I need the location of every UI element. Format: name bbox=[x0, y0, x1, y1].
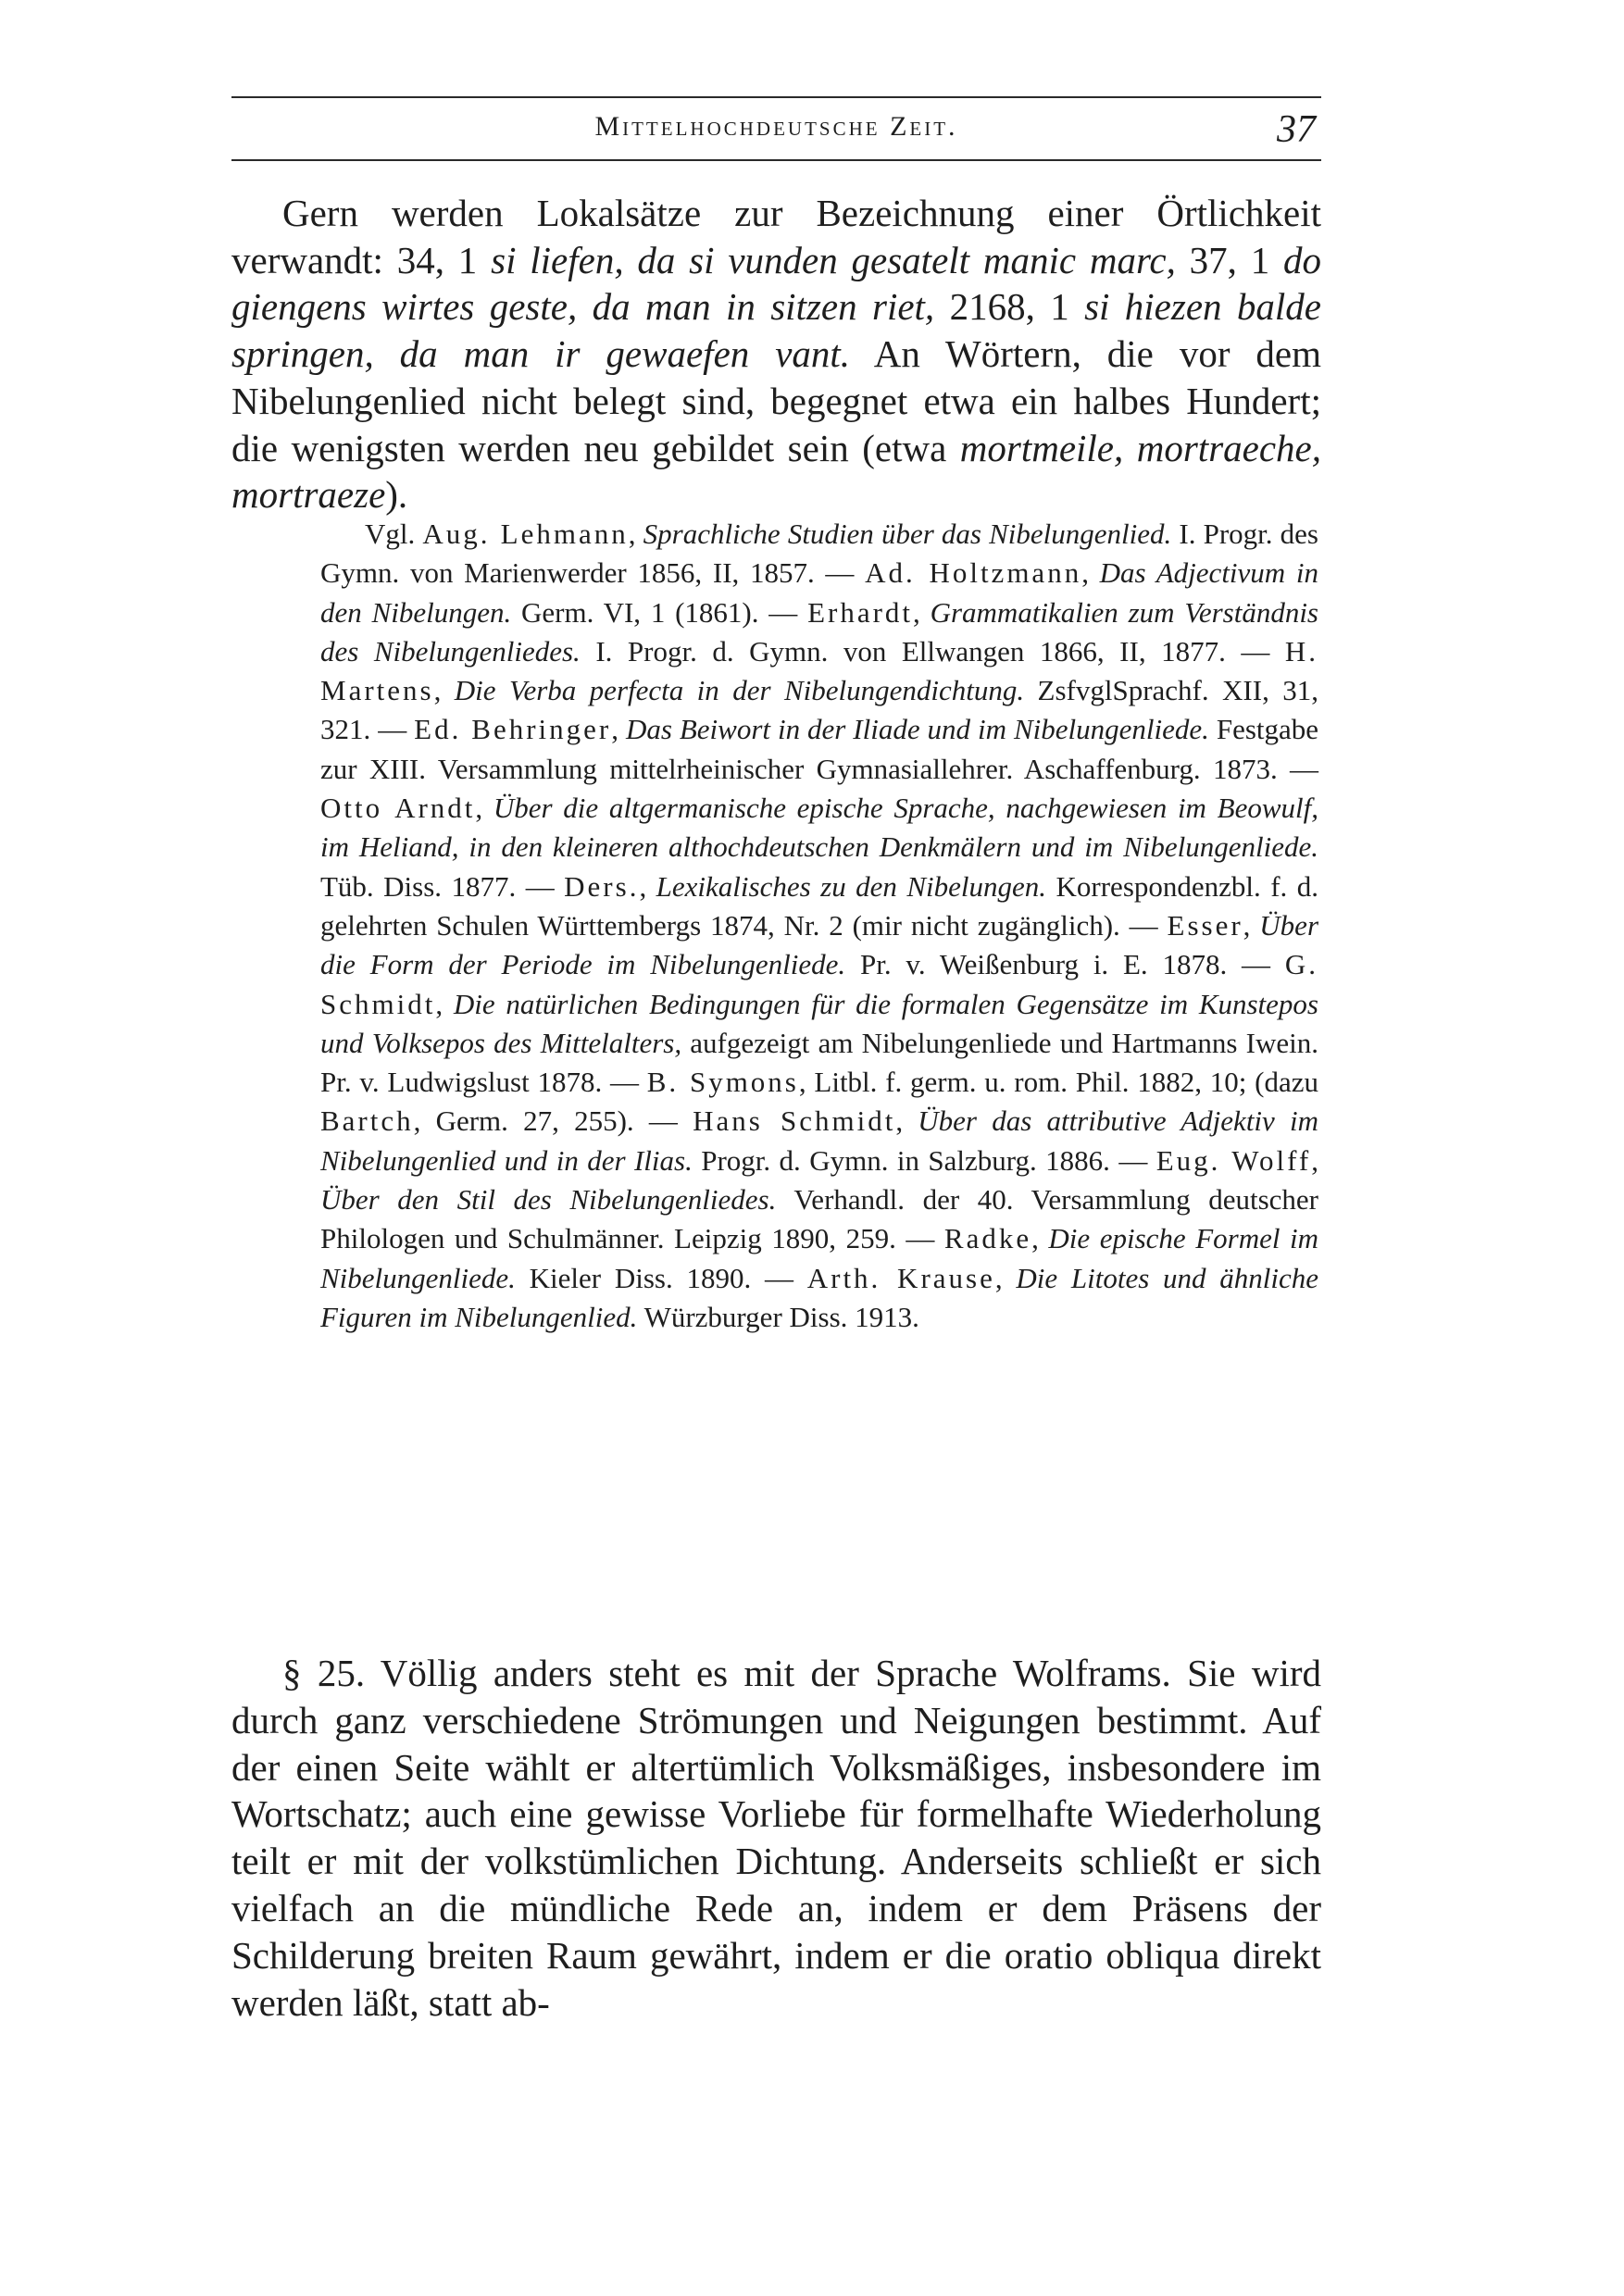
page-number: 37 bbox=[1277, 108, 1316, 151]
quote-italic: si hiezen balde springen, da man ir gewaefen vant. bbox=[231, 285, 1321, 376]
text-run: , bbox=[475, 792, 493, 825]
text-run: , bbox=[994, 1261, 1017, 1294]
text-run: , Germ. 27, 255). — bbox=[413, 1104, 693, 1138]
text-run: Progr. d. Gymn. in Salzburg. 1886. — bbox=[692, 1143, 1156, 1177]
text-run: , bbox=[611, 713, 626, 746]
text-run: Korrespondenzbl. f. d. gelehrten Schulen Württembergs 1874, Nr. 2 (mir nicht zugänglich). — bbox=[320, 869, 1319, 942]
author-name: Aug. Lehmann bbox=[422, 518, 629, 550]
text-run: I. Progr. des Gymn. von Marienwerder 1856, II, 1857. — bbox=[320, 518, 1318, 590]
text-run: Verhandl. der 40. Versammlung deutscher Philologen und Schulmänner. Leipzig 1890, 259. — bbox=[320, 1183, 1318, 1255]
paragraph-lokalsaetze bbox=[231, 190, 1321, 518]
work-title: Die natürlichen Bedingungen für die formalen Gegensätze im Kunstepos und Volksepos des Mittelalters, bbox=[320, 987, 1318, 1059]
header-rule-bottom bbox=[231, 159, 1321, 161]
author-name: G. Schmidt bbox=[320, 948, 1318, 1020]
author-name: Arth. Krause bbox=[806, 1261, 995, 1294]
author-name: Hans Schmidt bbox=[693, 1104, 896, 1138]
text-run: Kieler Diss. 1890. — bbox=[515, 1261, 807, 1294]
author-name: Radke bbox=[943, 1222, 1032, 1255]
text-run: 2168, 1 bbox=[934, 285, 1085, 329]
text-run: , Litbl. f. germ. u. rom. Phil. 1882, 10; (dazu bbox=[798, 1066, 1318, 1099]
running-title: Mittelhochdeutsche Zeit. bbox=[594, 111, 958, 142]
work-title: Über den Stil des Nibelungenliedes. bbox=[320, 1183, 777, 1217]
quote-italic: si liefen, da si vunden gesatelt manic marc, bbox=[491, 238, 1176, 281]
text-run: , bbox=[1031, 1222, 1049, 1255]
author-name: Bartch bbox=[320, 1104, 414, 1138]
header-rule-top bbox=[231, 96, 1321, 98]
text-run: I. Progr. d. Gymn. von Ellwangen 1866, II, 1877. — bbox=[580, 634, 1285, 668]
text-run: 37, 1 bbox=[1175, 238, 1283, 281]
text-run: An Wörtern, die vor dem Nibelungenlied nicht belegt sind, begegnet etwa ein halbes Hundert; die wenigsten werden neu gebildet sein (etwa bbox=[231, 332, 1321, 469]
bibliography-notes bbox=[320, 515, 1318, 1337]
text-run: Pr. v. Weißenburg i. E. 1878. — bbox=[845, 948, 1285, 981]
author-name: Eug. Wolff bbox=[1156, 1143, 1312, 1177]
text-run: Tüb. Diss. 1877. — bbox=[320, 869, 565, 903]
text-run: Würzburger Diss. 1913. bbox=[637, 1300, 919, 1333]
text-run: Germ. VI, 1 (1861). — bbox=[511, 595, 808, 629]
text-run: , bbox=[435, 987, 454, 1020]
work-title: Das Beiwort in der Iliade und im Nibelungenliede. bbox=[625, 713, 1209, 746]
author-name: Ad. Holtzmann bbox=[865, 556, 1082, 590]
paragraph-section-25 bbox=[231, 1650, 1321, 2026]
text-run: , bbox=[913, 595, 931, 629]
work-title: Über die altgermanische epische Sprache, nachgewiesen im Beowulf, im Heliand, in den kleineren althochdeutschen Denkmälern und im Nibelungenliede. bbox=[320, 792, 1318, 864]
work-title: Die Litotes und ähnliche Figuren im Nibelungenlied. bbox=[320, 1261, 1319, 1333]
text-run: , bbox=[433, 674, 455, 707]
text-run: , bbox=[1311, 1143, 1318, 1177]
text-run: ZsfvglSprachf. XII, 31, 321. — bbox=[320, 674, 1318, 746]
author-name: Esser bbox=[1167, 908, 1243, 942]
text-run: , bbox=[895, 1104, 918, 1138]
work-title: Die epische Formel im Nibelungenliede. bbox=[320, 1222, 1318, 1294]
author-name: Ders. bbox=[564, 869, 640, 903]
text-run: , bbox=[639, 869, 656, 903]
work-title: Das Adjectivum in den Nibelungen. bbox=[320, 556, 1318, 629]
work-title: Lexikalisches zu den Nibelungen. bbox=[656, 869, 1047, 903]
text-run: , bbox=[1081, 556, 1100, 590]
text-run: § 25. Völlig anders steht es mit der Sprache Wolframs. Sie wird durch ganz verschiedene Strömungen und Neigungen bestimmt. Auf der einen Seite wählt er altertümlich Volksmäßiges, insbesondere im Wortschatz; auch eine gewisse Vorliebe für formelhafte Wiederholung teilt er mit der volkstümlichen Dichtung. Anderseits schließt er sich vielfach an die mündliche Rede an, indem er dem Präsens der Schilderung breiten Raum gewährt, indem er die oratio obliqua direkt werden läßt, statt ab- bbox=[231, 1652, 1321, 2024]
author-name: B. Symons bbox=[646, 1066, 799, 1099]
quote-italic: do giengens wirtes geste, da man in sitzen riet, bbox=[231, 238, 1321, 329]
author-name: H. Martens bbox=[320, 634, 1318, 707]
text-run: Vgl. bbox=[365, 518, 423, 550]
text-run: , bbox=[628, 518, 643, 550]
text-run: Gern werden Lokalsätze zur Bezeichnung einer Örtlichkeit verwandt: 34, 1 bbox=[231, 192, 1321, 281]
text-run: , bbox=[1243, 908, 1260, 942]
text-run: ). bbox=[385, 473, 408, 517]
work-title: Über die Form der Periode im Nibelungenliede. bbox=[320, 908, 1319, 981]
work-title: Über das attributive Adjektiv im Nibelungenlied und in der Ilias. bbox=[320, 1104, 1319, 1177]
running-header bbox=[231, 109, 1321, 152]
work-title: Die Verba perfecta in der Nibelungendichtung. bbox=[454, 674, 1025, 707]
work-title: Sprachliche Studien über das Nibelungenlied. bbox=[643, 518, 1172, 550]
word-examples-italic: mortmeile, mortraeche, mortraeze bbox=[231, 426, 1321, 517]
text-run: aufgezeigt am Nibelungenliede und Hartmanns Iwein. Pr. v. Ludwigslust 1878. — bbox=[320, 1026, 1318, 1099]
text-run: Festgabe zur XIII. Versammlung mittelrheinischer Gymnasiallehrer. Aschaffenburg. 1873. — bbox=[320, 713, 1319, 785]
author-name: Otto Arndt bbox=[320, 792, 476, 825]
work-title: Grammatikalien zum Verständnis des Nibelungenliedes. bbox=[320, 595, 1318, 668]
author-name: Erhardt bbox=[807, 595, 914, 629]
author-name: Ed. Behringer bbox=[414, 713, 612, 746]
